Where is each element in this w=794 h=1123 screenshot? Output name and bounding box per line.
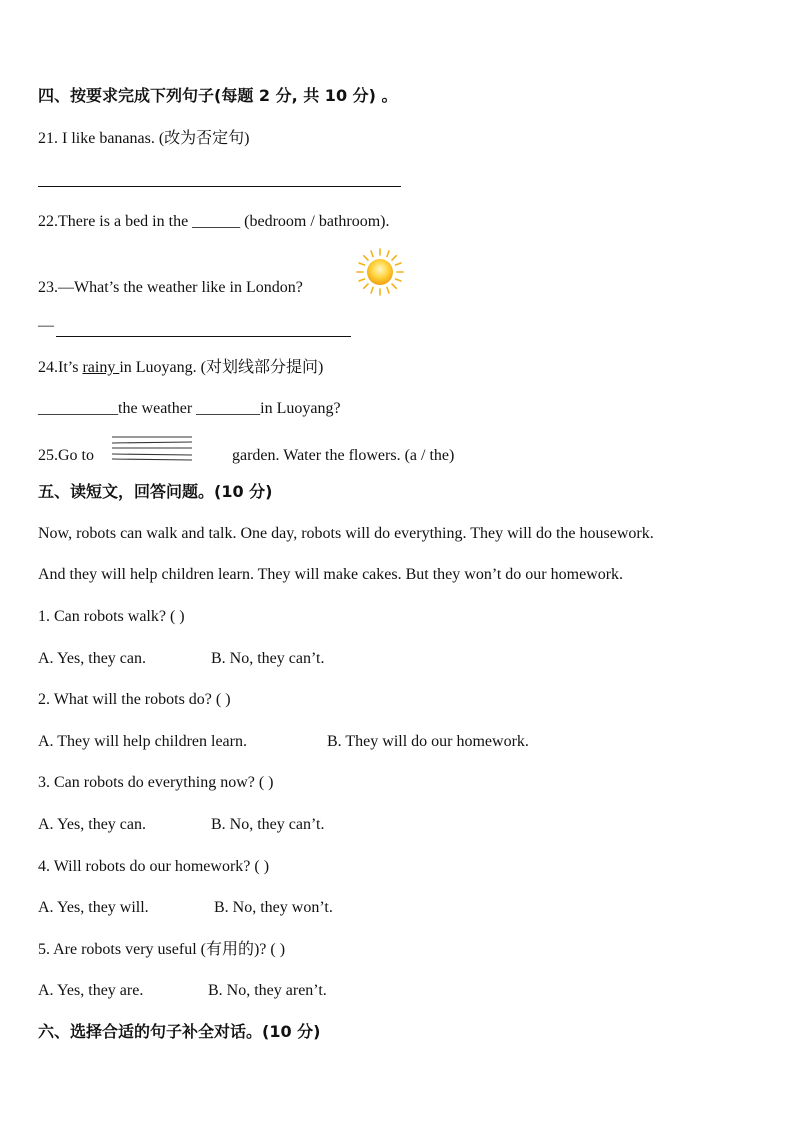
option-5a[interactable]: A. Yes, they are. xyxy=(38,982,144,999)
question-1: 1. Can robots walk? ( ) xyxy=(38,608,185,625)
question-25-suffix: garden. Water the flowers. (a / the) xyxy=(232,447,455,464)
passage-line-1: Now, robots can walk and talk. One day, robots will do everything. They will do the housework. xyxy=(38,525,654,542)
question-24-underlined-word: rainy xyxy=(82,359,120,376)
section4-heading: 四、按要求完成下列句子(每题 2 分, 共 10 分) 。 xyxy=(38,86,398,105)
question-24-answer[interactable]: __________the weather ________in Luoyang? xyxy=(38,400,341,417)
question-5: 5. Are robots very useful (有用的)? ( ) xyxy=(38,941,286,958)
option-2b[interactable]: B. They will do our homework. xyxy=(327,733,529,750)
option-1b[interactable]: B. No, they can’t. xyxy=(211,650,325,667)
question-24-suffix: in Luoyang. (对划线部分提问) xyxy=(119,359,324,376)
sun-icon xyxy=(356,248,404,296)
option-4b[interactable]: B. No, they won’t. xyxy=(214,899,333,916)
question-2: 2. What will the robots do? ( ) xyxy=(38,691,231,708)
question-3: 3. Can robots do everything now? ( ) xyxy=(38,774,274,791)
question-25 xyxy=(38,446,454,466)
option-3a[interactable]: A. Yes, they can. xyxy=(38,816,146,833)
question-24-prefix: 24.It’s xyxy=(38,359,83,376)
question-23: 23.—What’s the weather like in London? xyxy=(38,279,303,296)
answer-dash-23: — xyxy=(38,317,54,334)
answer-blank-23[interactable] xyxy=(56,318,351,337)
section5-heading: 五、读短文，回答问题。(10 分) xyxy=(38,482,273,501)
option-1a[interactable]: A. Yes, they can. xyxy=(38,650,146,667)
option-4a[interactable]: A. Yes, they will. xyxy=(38,899,149,916)
option-2a[interactable]: A. They will help children learn. xyxy=(38,733,247,750)
option-5b[interactable]: B. No, they aren’t. xyxy=(208,982,327,999)
question-24 xyxy=(38,358,323,378)
parallel-lines-icon xyxy=(112,434,192,462)
section6-heading: 六、选择合适的句子补全对话。(10 分) xyxy=(38,1022,321,1041)
question-4: 4. Will robots do our homework? ( ) xyxy=(38,858,270,875)
option-3b[interactable]: B. No, they can’t. xyxy=(211,816,325,833)
question-22: 22.There is a bed in the ______ (bedroom / bathroom). xyxy=(38,213,390,230)
passage-line-2: And they will help children learn. They will make cakes. But they won’t do our homework. xyxy=(38,566,624,583)
answer-blank-21[interactable] xyxy=(38,168,401,187)
question-25-prefix: 25.Go to xyxy=(38,447,94,464)
question-21: 21. I like bananas. (改为否定句) xyxy=(38,130,250,147)
